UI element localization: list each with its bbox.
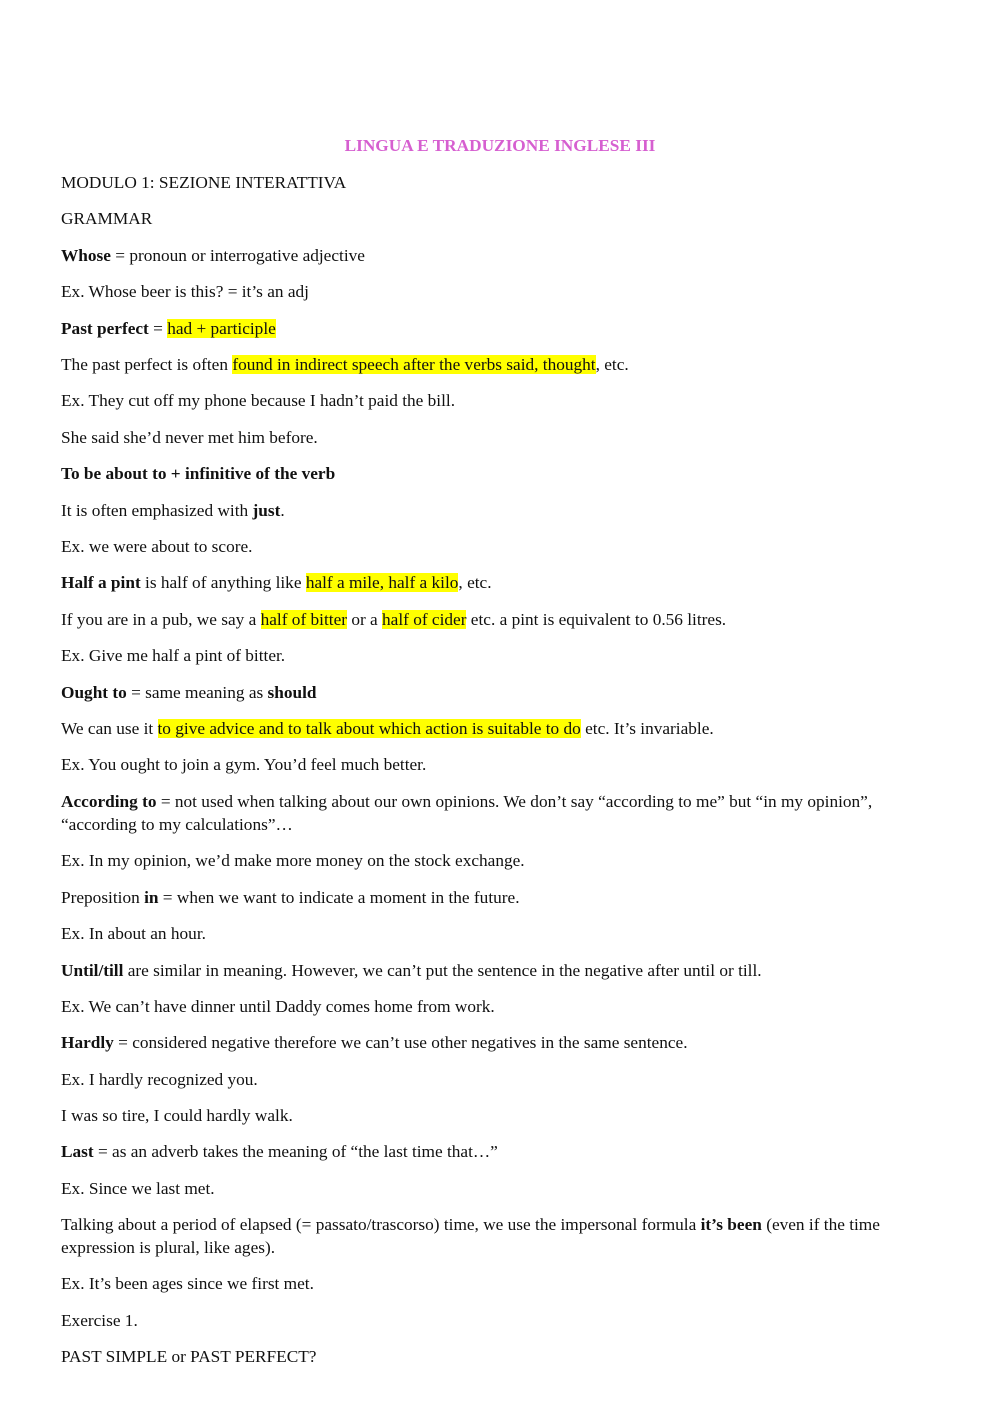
hardly-example-2: I was so tire, I could hardly walk. [61, 1106, 293, 1125]
according-to-example: Ex. In my opinion, we’d make more money on the stock exchange. [61, 851, 525, 870]
hardly-definition: Hardly = considered negative therefore we can’t use other negatives in the same sentence. [61, 1033, 688, 1052]
highlight: half of bitter [260, 610, 347, 629]
half-pint-pub: If you are in a pub, we say a half of bitter or a half of cider etc. a pint is equivalent to 0.56 litres. [61, 610, 727, 629]
past-perfect-usage: The past perfect is often found in indirect speech after the verbs said, thought, etc. [61, 355, 629, 374]
highlight: to give advice and to talk about which action is suitable to do [157, 719, 581, 738]
highlight: half of cider [382, 610, 467, 629]
about-to-example: Ex. we were about to score. [61, 537, 253, 556]
preposition-in-example: Ex. In about an hour. [61, 924, 206, 943]
term-about-to: To be about to + infinitive of the verb [61, 464, 336, 483]
term-half-pint: Half a pint [61, 573, 141, 592]
module-heading: MODULO 1: SEZIONE INTERATTIVA [61, 173, 347, 192]
its-been-example: Ex. It’s been ages since we first met. [61, 1274, 314, 1293]
term-hardly: Hardly [61, 1033, 114, 1052]
past-perfect-example-1: Ex. They cut off my phone because I hadn’t paid the bill. [61, 391, 456, 410]
half-pint-example: Ex. Give me half a pint of bitter. [61, 646, 286, 665]
last-definition: Last = as an adverb takes the meaning of “the last time that…” [61, 1142, 498, 1161]
term-until-till: Until/till [61, 961, 124, 980]
preposition-in-definition: Preposition in = when we want to indicate a moment in the future. [61, 888, 520, 907]
term-past-perfect: Past perfect [61, 319, 149, 338]
term-according-to: According to [61, 792, 157, 811]
according-to-definition: According to = not used when talking about our own opinions. We don’t say “according to me” but “in my opinion”, “according to my calculations”… [61, 792, 873, 834]
section-heading: GRAMMAR [61, 209, 153, 228]
highlight: half a mile, half a kilo [305, 573, 459, 592]
term-whose: Whose [61, 246, 111, 265]
past-perfect-example-2: She said she’d never met him before. [61, 428, 318, 447]
its-been-definition: Talking about a period of elapsed (= passato/trascorso) time, we use the impersonal formula it’s been (even if the time expression is plural, like ages). [61, 1215, 880, 1257]
term-last: Last [61, 1142, 94, 1161]
whose-definition: Whose = pronoun or interrogative adjective [61, 246, 365, 265]
past-perfect-definition: Past perfect = had + participle [61, 319, 276, 338]
term-its-been: it’s been [700, 1215, 762, 1234]
ought-to-definition: Ought to = same meaning as should [61, 683, 317, 702]
exercise-label: Exercise 1. [61, 1311, 138, 1330]
highlight: found in indirect speech after the verbs said, thought [232, 355, 596, 374]
hardly-example-1: Ex. I hardly recognized you. [61, 1070, 258, 1089]
highlight: had + participle [167, 319, 276, 338]
whose-example: Ex. Whose beer is this? = it’s an adj [61, 282, 309, 301]
document-title: LINGUA E TRADUZIONE INGLESE III [344, 136, 656, 155]
ought-to-example: Ex. You ought to join a gym. You’d feel much better. [61, 755, 427, 774]
until-till-definition: Until/till are similar in meaning. However, we can’t put the sentence in the negative after until or till. [61, 961, 762, 980]
about-to-heading [61, 462, 946, 485]
last-example: Ex. Since we last met. [61, 1179, 215, 1198]
term-in: in [144, 888, 159, 907]
term-ought-to: Ought to [61, 683, 127, 702]
half-pint-definition: Half a pint is half of anything like half a mile, half a kilo, etc. [61, 573, 492, 592]
about-to-note: It is often emphasized with just. [61, 501, 285, 520]
exercise-question: PAST SIMPLE or PAST PERFECT? [61, 1347, 317, 1366]
until-till-example: Ex. We can’t have dinner until Daddy comes home from work. [61, 997, 495, 1016]
ought-to-usage: We can use it to give advice and to talk about which action is suitable to do etc. It’s invariable. [61, 719, 714, 738]
